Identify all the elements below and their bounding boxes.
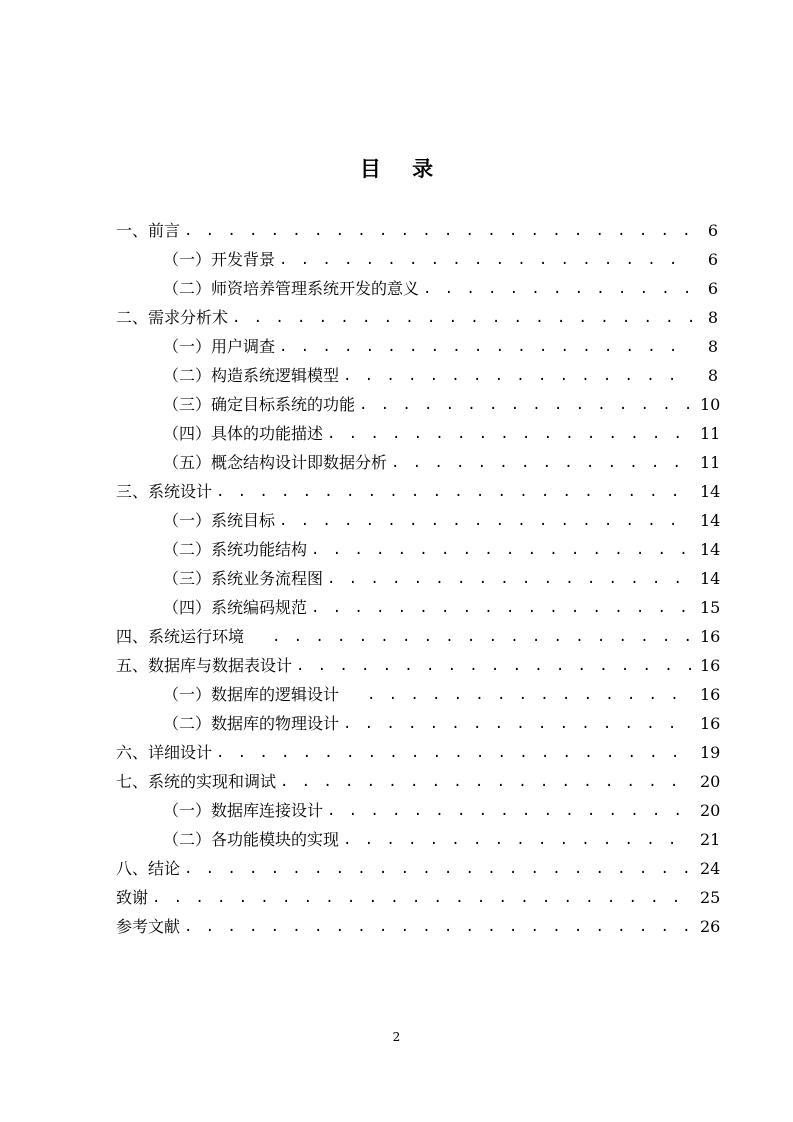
toc-entry-label: （五）概念结构设计即数据分析 xyxy=(163,453,388,472)
toc-entry-page: 6 xyxy=(707,279,718,298)
toc-entry-label: （一）开发背景 xyxy=(163,250,276,269)
toc-entry-label: （四）系统编码规范 xyxy=(163,598,308,617)
toc-leader-dots xyxy=(232,308,692,328)
toc-entry-label: （一）系统目标 xyxy=(163,511,276,530)
toc-entry-label: 一、前言 xyxy=(116,221,181,240)
toc-leader-dots xyxy=(279,337,692,357)
toc-entry-label: （一）数据库连接设计 xyxy=(163,801,324,820)
toc-entry[interactable] xyxy=(163,357,718,386)
toc-entry-page: 19 xyxy=(700,743,721,762)
toc-leader-dots xyxy=(359,395,692,415)
toc-entry-label: （三）确定目标系统的功能 xyxy=(163,395,356,414)
toc-leader-dots xyxy=(152,888,692,908)
toc-entry[interactable] xyxy=(116,647,721,676)
toc-entry[interactable] xyxy=(116,879,721,908)
toc-leader-dots xyxy=(216,743,692,763)
toc-entry-label: 四、系统运行环境 xyxy=(116,627,245,646)
toc-entry-page: 14 xyxy=(700,540,721,559)
toc-leader-dots xyxy=(423,279,692,299)
toc-entry-label: （二）数据库的物理设计 xyxy=(163,714,340,733)
toc-leader-dots xyxy=(311,540,692,560)
toc-entry-page: 14 xyxy=(700,511,721,530)
toc-entry-page: 15 xyxy=(700,598,721,617)
toc-leader-dots xyxy=(343,366,692,386)
toc-leader-dots xyxy=(327,569,692,589)
toc-leader-dots xyxy=(367,685,692,705)
toc-leader-dots xyxy=(311,598,692,618)
toc-entry[interactable] xyxy=(116,734,721,763)
toc-entry[interactable] xyxy=(116,850,721,879)
toc-entry[interactable] xyxy=(116,212,718,241)
toc-entry[interactable] xyxy=(163,386,721,415)
toc-entry[interactable] xyxy=(116,618,721,647)
toc-entry-label: 八、结论 xyxy=(116,859,181,878)
toc-entry[interactable] xyxy=(163,241,718,270)
toc-title: 目 录 xyxy=(359,156,446,181)
toc-entry[interactable] xyxy=(163,792,721,821)
toc-entry-page: 26 xyxy=(700,917,721,936)
toc-entry-page: 10 xyxy=(700,395,721,414)
toc-entry-label: 参考文献 xyxy=(116,917,181,936)
toc-entry[interactable] xyxy=(163,270,718,299)
toc-entry-label: 三、系统设计 xyxy=(116,482,213,501)
toc-entry-label: 致谢 xyxy=(116,888,149,907)
toc-leader-dots xyxy=(280,772,692,792)
toc-entry-page: 8 xyxy=(707,308,718,327)
page-number: 2 xyxy=(392,1030,401,1044)
toc-entry[interactable] xyxy=(163,531,721,560)
toc-entry-label: 二、需求分析术 xyxy=(116,308,229,327)
toc-entry[interactable] xyxy=(116,473,721,502)
toc-entry-label: （二）构造系统逻辑模型 xyxy=(163,366,340,385)
toc-entry-page: 20 xyxy=(700,801,721,820)
toc-entry-page: 14 xyxy=(700,482,721,501)
toc-entry-label: 五、数据库与数据表设计 xyxy=(116,656,293,675)
toc-entry-page: 20 xyxy=(700,772,721,791)
toc-leader-dots xyxy=(184,221,692,241)
toc-entry[interactable] xyxy=(116,763,721,792)
toc-entry[interactable] xyxy=(116,299,718,328)
toc-entry[interactable] xyxy=(163,676,721,705)
toc-entry-page: 8 xyxy=(707,337,718,356)
toc-entry-page: 16 xyxy=(700,714,721,733)
toc-entry-page: 14 xyxy=(700,569,721,588)
toc-entry-label: （四）具体的功能描述 xyxy=(163,424,324,443)
toc-leader-dots xyxy=(184,917,692,937)
toc-entry-page: 25 xyxy=(700,888,721,907)
toc-entry-page: 24 xyxy=(700,859,721,878)
toc-entry-label: （一）用户调查 xyxy=(163,337,276,356)
toc-entry[interactable] xyxy=(163,821,721,850)
toc-entry-page: 16 xyxy=(700,627,721,646)
toc-leader-dots xyxy=(343,830,692,850)
toc-entry-label: （二）各功能模块的实现 xyxy=(163,830,340,849)
toc-entry-label: 七、系统的实现和调试 xyxy=(116,772,277,791)
toc-entry[interactable] xyxy=(163,415,721,444)
toc-entry[interactable] xyxy=(163,444,721,473)
toc-entry-label: （二）系统功能结构 xyxy=(163,540,308,559)
toc-entry[interactable] xyxy=(116,908,721,937)
toc-entry-page: 11 xyxy=(700,453,721,472)
toc-entry-page: 16 xyxy=(700,656,721,675)
toc-entry-page: 8 xyxy=(707,366,718,385)
toc-leader-dots xyxy=(327,801,692,821)
toc-leader-dots xyxy=(272,627,692,647)
toc-entry-page: 16 xyxy=(700,685,721,704)
toc-entry-page: 6 xyxy=(707,221,718,240)
toc-entry-label: （二）师资培养管理系统开发的意义 xyxy=(163,279,420,298)
toc-leader-dots xyxy=(184,859,692,879)
toc-entry[interactable] xyxy=(163,502,721,531)
toc-entry-page: 6 xyxy=(707,250,718,269)
toc-entry[interactable] xyxy=(163,705,721,734)
toc-leader-dots xyxy=(327,424,692,444)
toc-leader-dots xyxy=(216,482,692,502)
toc-leader-dots xyxy=(279,511,692,531)
toc-leader-dots xyxy=(296,656,692,676)
toc-entry[interactable] xyxy=(163,560,721,589)
toc-entry[interactable] xyxy=(163,328,718,357)
toc-entry-label: （一）数据库的逻辑设计 xyxy=(163,685,340,704)
toc-leader-dots xyxy=(343,714,692,734)
toc-entry-label: （三）系统业务流程图 xyxy=(163,569,324,588)
toc-entry-label: 六、详细设计 xyxy=(116,743,213,762)
toc-leader-dots xyxy=(279,250,692,270)
toc-entry[interactable] xyxy=(163,589,721,618)
toc-leader-dots xyxy=(391,453,692,473)
toc-entry-page: 21 xyxy=(700,830,721,849)
toc-entry-page: 11 xyxy=(700,424,721,443)
